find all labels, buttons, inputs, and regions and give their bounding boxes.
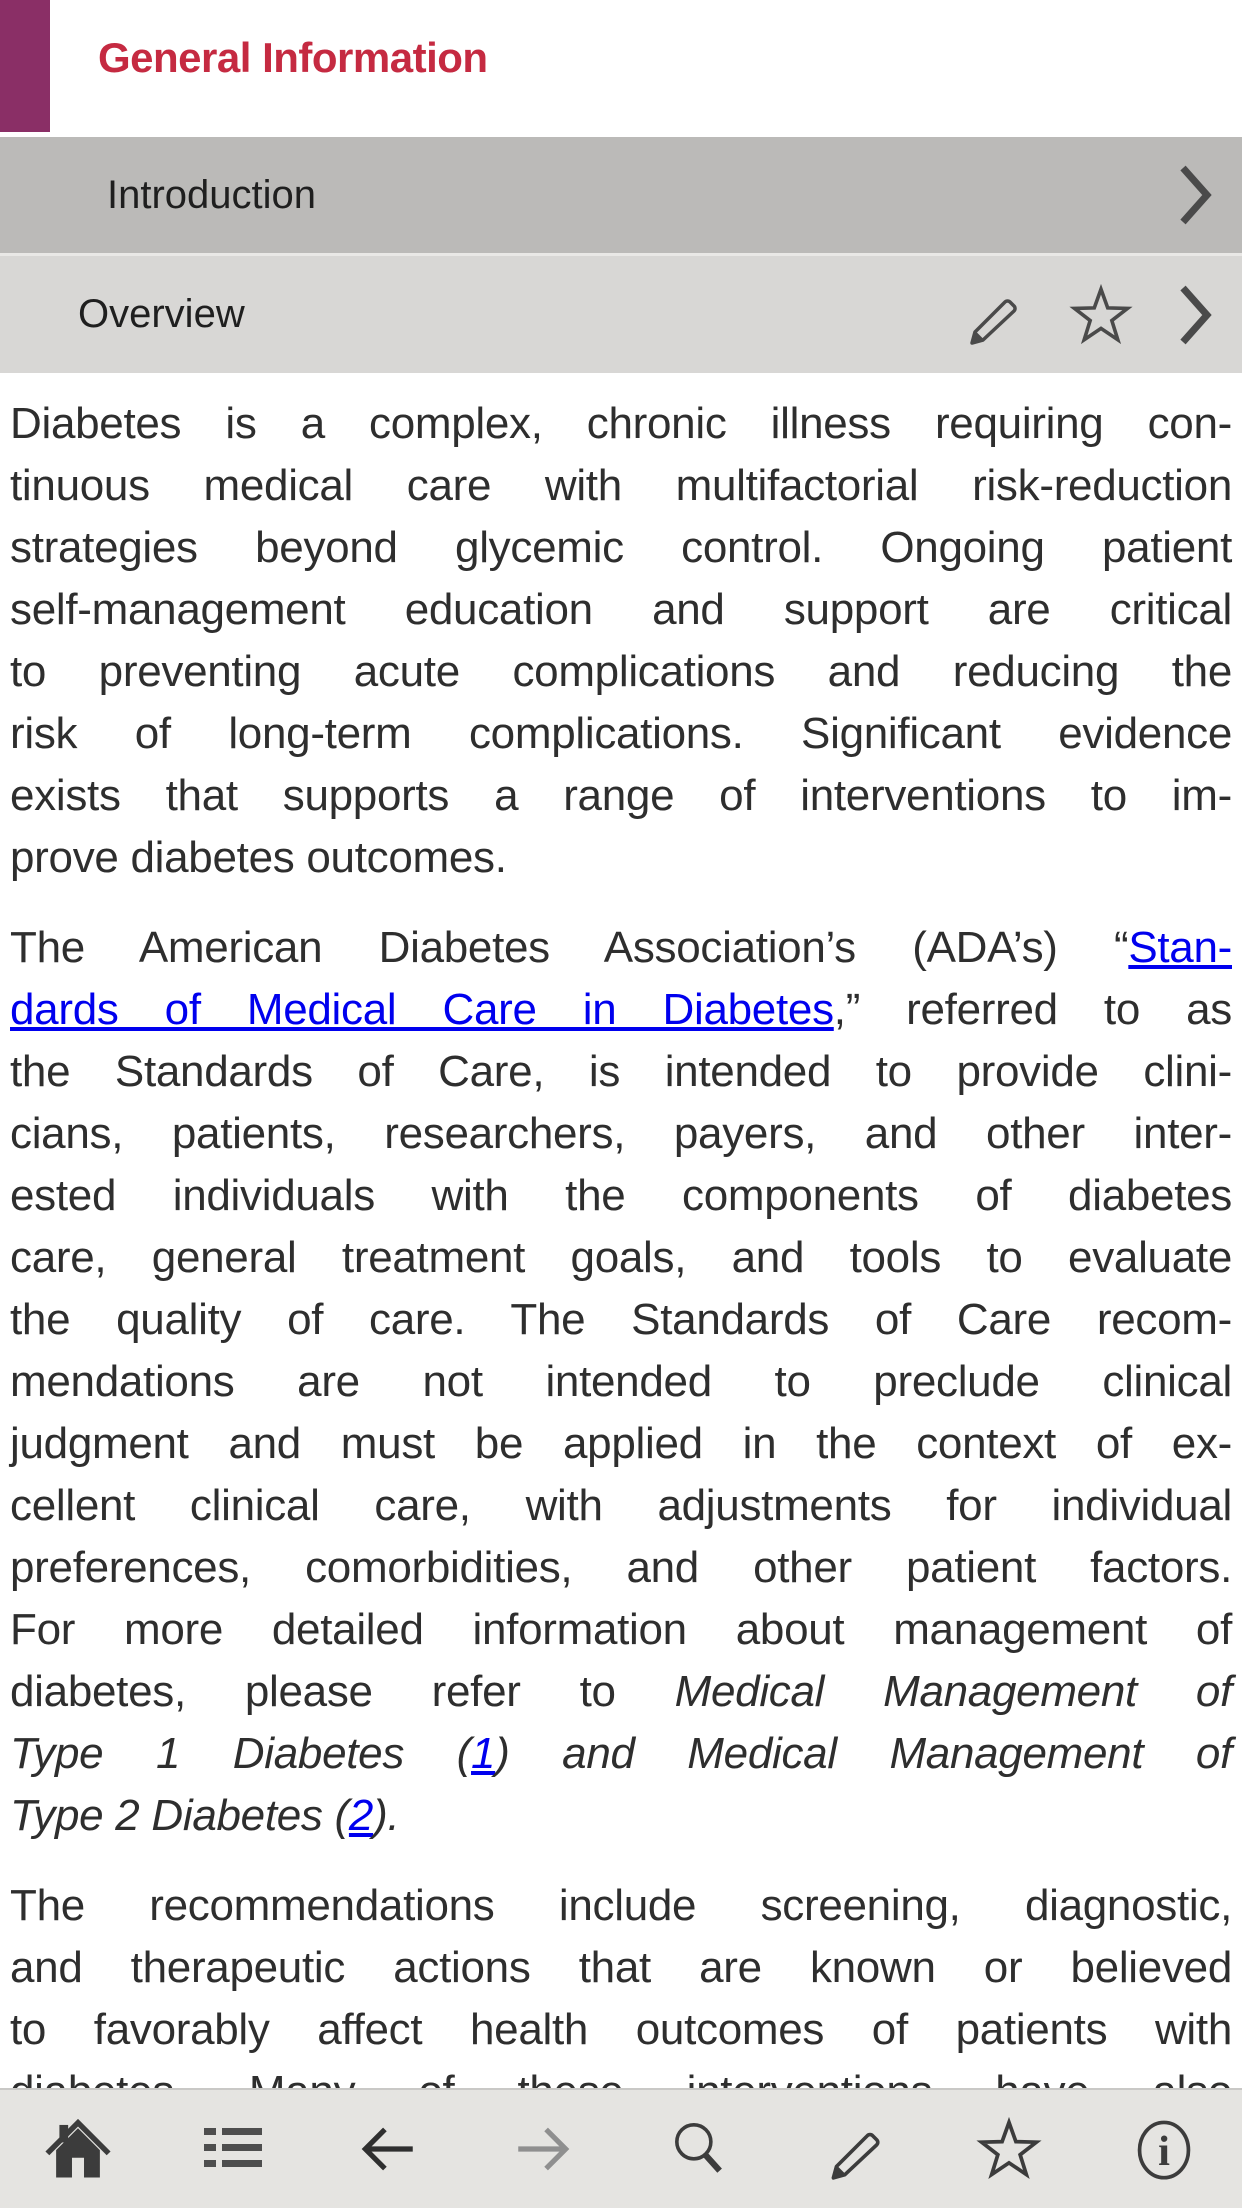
paragraph	[10, 917, 1232, 1847]
toolbar-home-button[interactable]	[23, 2094, 133, 2204]
page-title: General Information	[98, 34, 488, 81]
nav-row-label: Overview	[78, 292, 245, 336]
text-run: tinuous medical care with multifactorial risk-reduction	[10, 461, 1232, 510]
text-line	[10, 1103, 1232, 1165]
text-line	[10, 579, 1232, 641]
text-line	[10, 1875, 1232, 1937]
text-run: Type 1 Diabetes (	[10, 1729, 472, 1778]
text-line	[10, 917, 1232, 979]
section-header	[0, 0, 1242, 137]
info-icon	[1130, 2115, 1198, 2183]
text-line	[10, 393, 1232, 455]
text-run: preferences, comorbidities, and other patient factors.	[10, 1543, 1232, 1592]
chevron-right-icon[interactable]	[1178, 283, 1212, 347]
forward-arrow-icon	[510, 2116, 576, 2182]
nav-row-label: Introduction	[107, 172, 317, 217]
text-line	[10, 1723, 1232, 1785]
reference-link[interactable]: dards of Medical Care in Diabetes	[10, 985, 834, 1034]
text-run: cellent clinical care, with adjustments for individual	[10, 1481, 1232, 1530]
text-line	[10, 1599, 1232, 1661]
text-line	[10, 1999, 1232, 2061]
text-run: care, general treatment goals, and tools to evaluate	[10, 1233, 1232, 1282]
text-line	[10, 1413, 1232, 1475]
text-line	[10, 455, 1232, 517]
text-run: strategies beyond glycemic control. Ongoing patient	[10, 523, 1232, 572]
text-run: For more detailed information about management of	[10, 1605, 1232, 1654]
favorite-star-icon[interactable]	[1068, 282, 1134, 348]
text-run: risk of long-term complications. Significant evidence	[10, 709, 1232, 758]
toolbar-info-button[interactable]	[1109, 2094, 1219, 2204]
text-line	[10, 765, 1232, 827]
text-line	[10, 1475, 1232, 1537]
bottom-toolbar	[0, 2088, 1242, 2208]
row-icons	[1178, 163, 1242, 227]
edit-pencil-icon	[821, 2116, 887, 2182]
accent-bar	[0, 0, 50, 132]
nav-row-introduction[interactable]	[0, 137, 1242, 253]
text-run: mendations are not intended to preclude clinical	[10, 1357, 1232, 1406]
text-run: the Standards of Care, is intended to provide clini-	[10, 1047, 1232, 1096]
text-line	[10, 1785, 1232, 1847]
text-run: and therapeutic actions that are known or believed	[10, 1943, 1232, 1992]
article-body	[0, 373, 1242, 2086]
text-line	[10, 1537, 1232, 1599]
text-run: the quality of care. The Standards of Care recom-	[10, 1295, 1232, 1344]
text-run: prove diabetes outcomes.	[10, 833, 507, 882]
reference-link[interactable]: 1	[471, 1729, 496, 1778]
text-run: The American Diabetes Association’s (ADA’s) “	[10, 923, 1129, 972]
text-line	[10, 1165, 1232, 1227]
paragraph	[10, 1875, 1232, 2123]
text-run: Type 2 Diabetes (	[10, 1791, 349, 1840]
text-run: Diabetes is a complex, chronic illness requiring con-	[10, 399, 1232, 448]
text-run: Medical Management of	[674, 1667, 1232, 1716]
reference-link[interactable]: Stan-	[1128, 923, 1232, 972]
toolbar-edit-button[interactable]	[799, 2094, 909, 2204]
home-icon	[43, 2114, 113, 2184]
text-run: self-management education and support are critical	[10, 585, 1232, 634]
text-run: to preventing acute complications and reducing the	[10, 647, 1232, 696]
row-icons	[960, 282, 1242, 348]
text-run: ested individuals with the components of diabetes	[10, 1171, 1232, 1220]
text-line	[10, 1227, 1232, 1289]
toolbar-forward-button[interactable]	[488, 2094, 598, 2204]
text-line	[10, 1041, 1232, 1103]
svg-text:i: i	[1158, 2127, 1171, 2175]
text-run: exists that supports a range of interventions to im-	[10, 771, 1232, 820]
text-run: cians, patients, researchers, payers, and other inter-	[10, 1109, 1232, 1158]
paragraph	[10, 393, 1232, 889]
table-of-contents-icon	[201, 2117, 265, 2181]
edit-pencil-icon[interactable]	[960, 283, 1024, 347]
text-line	[10, 1289, 1232, 1351]
text-line	[10, 703, 1232, 765]
favorite-star-icon	[975, 2115, 1043, 2183]
text-line	[10, 827, 1232, 889]
text-run: ).	[373, 1791, 400, 1840]
text-line	[10, 517, 1232, 579]
text-line	[10, 641, 1232, 703]
toolbar-contents-button[interactable]	[178, 2094, 288, 2204]
reference-link[interactable]: 2	[348, 1791, 374, 1840]
text-run: ) and Medical Management of	[495, 1729, 1232, 1778]
text-run: The recommendations include screening, diagnostic,	[10, 1881, 1232, 1930]
text-line	[10, 1351, 1232, 1413]
nav-list	[0, 137, 1242, 373]
text-run: judgment and must be applied in the context of ex-	[10, 1419, 1232, 1468]
nav-row-overview[interactable]	[0, 256, 1242, 373]
text-line	[10, 1937, 1232, 1999]
toolbar-back-button[interactable]	[333, 2094, 443, 2204]
text-line	[10, 979, 1232, 1041]
toolbar-search-button[interactable]	[644, 2094, 754, 2204]
back-arrow-icon	[355, 2116, 421, 2182]
toolbar-favorite-button[interactable]	[954, 2094, 1064, 2204]
text-line	[10, 1661, 1232, 1723]
text-run: ,” referred to as	[833, 985, 1233, 1034]
text-run: to favorably affect health outcomes of patients with	[10, 2005, 1232, 2054]
text-run: diabetes, please refer to	[10, 1667, 675, 1716]
search-icon	[666, 2116, 732, 2182]
chevron-right-icon[interactable]	[1178, 163, 1212, 227]
